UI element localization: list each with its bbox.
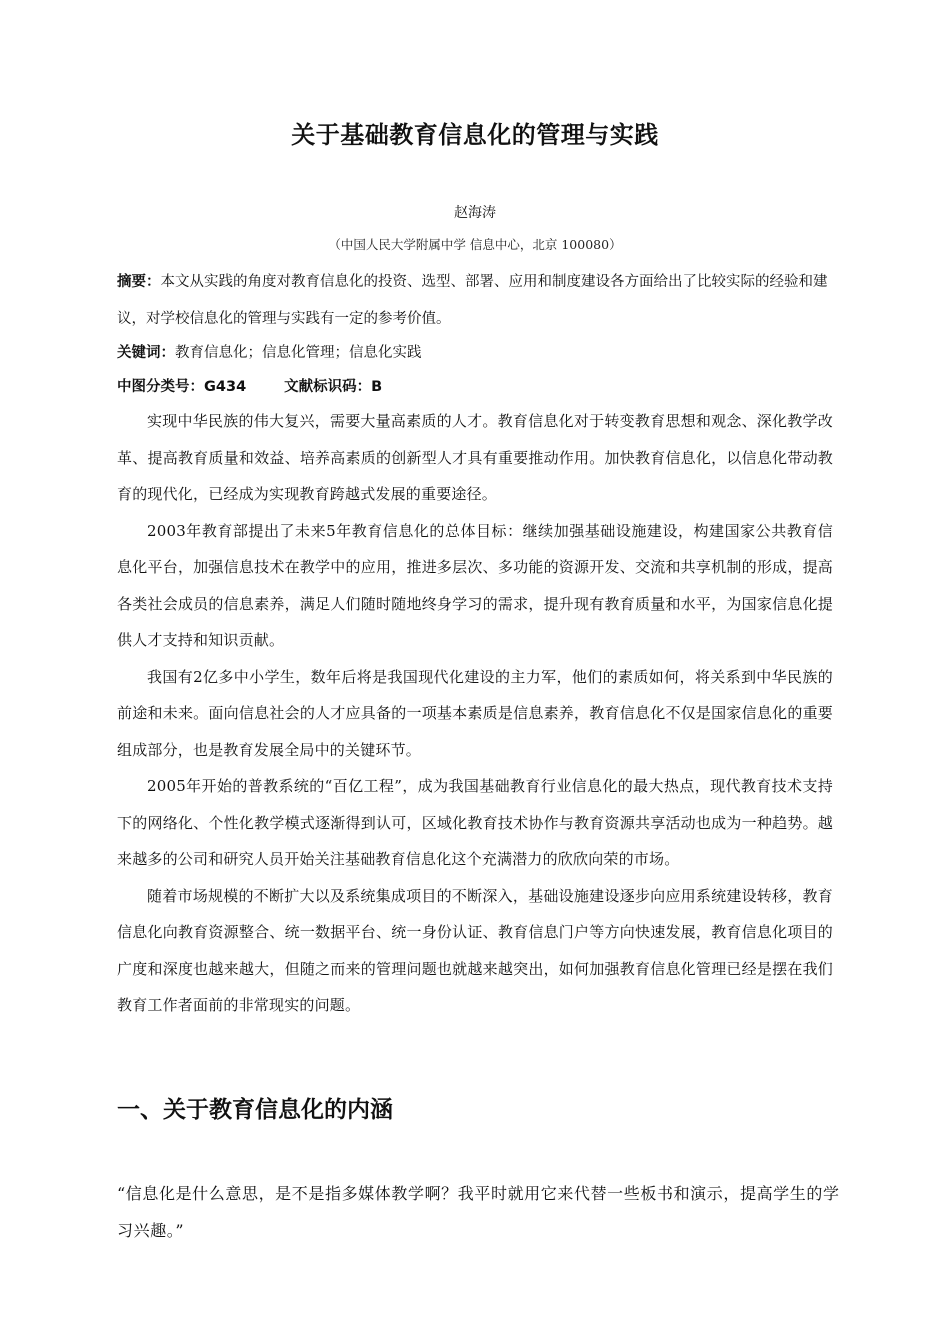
quote-paragraph: “信息化是什么意思，是不是指多媒体教学啊？我平时就用它来代替一些板书和演示，提高学生的学习兴趣。” [117,1184,840,1240]
body-text [117,403,833,1024]
paragraph-3: 我国有2亿多中小学生，数年后将是我国现代化建设的主力军，他们的素质如何，将关系到中华民族的前途和未来。面向信息社会的人才应具备的一项基本素质是信息素养，教育信息化不仅是国家信息化的重要组成部分，也是教育发展全局中的关键环节。 [117,667,833,759]
author-affiliation: （中国人民大学附属中学 信息中心，北京 100080） [328,237,622,252]
doc-code-label: 文献标识码： [284,379,372,395]
clc-value: G434 [204,379,247,395]
paragraph-1: 实现中华民族的伟大复兴，需要大量高素质的人才。教育信息化对于转变教育思想和观念、深化教学改革、提高教育质量和效益、培养高素质的创新型人才具有重要推动作用。加快教育信息化，以信息化带动教育的现代化，已经成为实现教育跨越式发展的重要途径。 [117,412,833,503]
paragraph-2: 2003年教育部提出了未来5年教育信息化的总体目标：继续加强基础设施建设，构建国家公共教育信息化平台，加强信息技术在教学中的应用，推进多层次、多功能的资源开发、交流和共享机制的形成，提高各类社会成员的信息素养，满足人们随时随地终身学习的需求，提升现有教育质量和水平，为国家信息化提供人才支持和知识贡献。 [117,521,833,649]
author-name: 赵海涛 [454,205,496,221]
keywords-text: 教育信息化；信息化管理；信息化实践 [175,345,422,361]
abstract-label: 摘要： [117,274,161,290]
paragraph-4: 2005年开始的普教系统的“百亿工程”，成为我国基础教育行业信息化的最大热点，现代教育技术支持下的网络化、个性化教学模式逐渐得到认可，区域化教育技术协作与教育资源共享活动也成为一种趋势。越来越多的公司和研究人员开始关注基础教育信息化这个充满潜力的欣欣向荣的市场。 [117,777,833,868]
keywords-label: 关键词： [117,345,175,361]
doc-code-value: B [371,379,383,395]
section-heading: 一、关于教育信息化的内涵 [117,1097,393,1123]
abstract [117,264,833,338]
paragraph-5: 随着市场规模的不断扩大以及系统集成项目的不断深入，基础设施建设逐步向应用系统建设转移，教育信息化向教育资源整合、统一数据平台、统一身份认证、教育信息门户等方向快速发展，教育信息化项目的广度和深度也越来越大，但随之而来的管理问题也就越来越突出，如何加强教育信息化管理已经是摆在我们教育工作者面前的非常现实的问题。 [117,886,833,1014]
abstract-text: 本文从实践的角度对教育信息化的投资、选型、部署、应用和制度建设各方面给出了比较实际的经验和建议，对学校信息化的管理与实践有一定的参考价值。 [117,274,828,327]
clc-label: 中图分类号： [117,379,204,395]
keywords [117,336,833,371]
document-title: 关于基础教育信息化的管理与实践 [291,121,659,149]
classification-line [117,370,833,405]
